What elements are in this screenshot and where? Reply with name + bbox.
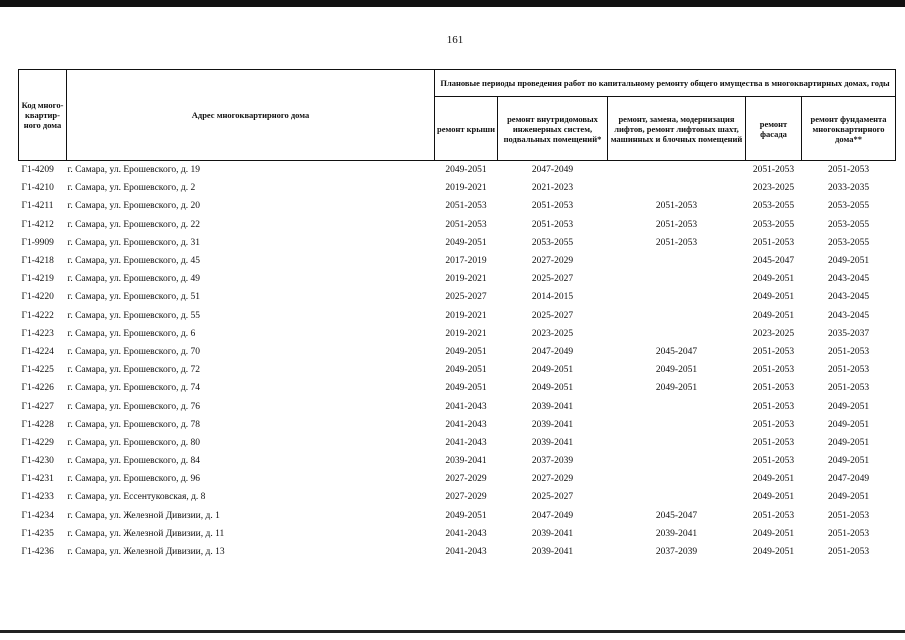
cell-facade: 2049-2051 [752, 310, 795, 321]
cell-lifts: 2037-2039 [655, 547, 698, 558]
table-row [19, 488, 896, 506]
cell-code: Г1-4231 [21, 474, 54, 485]
cell-code: Г1-4218 [21, 256, 54, 267]
cell-address: г. Самара, ул. Ерошевского, д. 45 [67, 256, 200, 267]
cell-roof: 2049-2051 [445, 510, 487, 521]
cell-foundation: 2051-2053 [827, 383, 870, 394]
cell-foundation: 2053-2055 [827, 219, 870, 230]
cell-foundation: 2049-2051 [827, 492, 870, 503]
header-code: Код много-квартир-ного дома [19, 70, 67, 161]
cell-roof: 2049-2051 [445, 365, 487, 376]
cell-lifts [608, 288, 746, 306]
cell-facade: 2051-2053 [752, 510, 795, 521]
table-row [19, 452, 896, 470]
cell-foundation: 2047-2049 [827, 474, 870, 485]
table-row [19, 361, 896, 379]
cell-roof: 2039-2041 [445, 456, 487, 467]
table-row [19, 325, 896, 343]
cell-systems: 2025-2027 [531, 492, 574, 503]
cell-lifts [608, 452, 746, 470]
cell-foundation: 2033-2035 [827, 183, 870, 194]
cell-foundation: 2053-2055 [827, 237, 870, 248]
table-row [19, 197, 896, 215]
table-row [19, 507, 896, 525]
cell-foundation: 2049-2051 [827, 419, 870, 430]
cell-address: г. Самара, ул. Ерошевского, д. 20 [67, 201, 200, 212]
cell-roof: 2019-2021 [445, 328, 487, 339]
cell-code: Г1-4211 [21, 201, 54, 212]
cell-roof: 2049-2051 [445, 237, 487, 248]
cell-facade: 2051-2053 [752, 437, 795, 448]
header-roof: ремонт крыши [435, 97, 498, 161]
table-header [19, 70, 896, 161]
cell-code: Г1-4227 [21, 401, 54, 412]
cell-foundation: 2051-2053 [827, 528, 870, 539]
header-lifts: ремонт, замена, модернизация лифтов, ремонт лифтовых шахт, машинных и блочных помещений [608, 97, 746, 161]
cell-lifts [608, 416, 746, 434]
cell-lifts [608, 270, 746, 288]
cell-code: Г1-4209 [21, 165, 54, 176]
cell-systems: 2021-2023 [531, 183, 574, 194]
table-row [19, 307, 896, 325]
cell-facade: 2051-2053 [752, 365, 795, 376]
table-row [19, 216, 896, 234]
cell-systems: 2014-2015 [531, 292, 574, 303]
cell-code: Г1-4226 [21, 383, 54, 394]
cell-address: г. Самара, ул. Ерошевского, д. 72 [67, 365, 200, 376]
bottom-border-bar [0, 630, 905, 633]
table-row [19, 252, 896, 270]
cell-foundation: 2051-2053 [827, 165, 870, 176]
cell-lifts: 2051-2053 [655, 201, 698, 212]
cell-address: г. Самара, ул. Ерошевского, д. 70 [67, 346, 200, 357]
cell-facade: 2049-2051 [752, 474, 795, 485]
cell-roof: 2025-2027 [445, 292, 487, 303]
cell-roof: 2027-2029 [445, 474, 487, 485]
cell-lifts [608, 161, 746, 180]
cell-address: г. Самара, ул. Железной Дивизии, д. 13 [67, 547, 225, 558]
top-border-bar [0, 0, 905, 7]
cell-systems: 2047-2049 [531, 510, 574, 521]
cell-roof: 2049-2051 [445, 165, 487, 176]
cell-foundation: 2043-2045 [827, 292, 870, 303]
cell-systems: 2037-2039 [531, 456, 574, 467]
cell-code: Г1-4228 [21, 419, 54, 430]
cell-facade: 2023-2025 [752, 183, 795, 194]
cell-lifts: 2049-2051 [655, 365, 698, 376]
cell-systems: 2039-2041 [531, 419, 574, 430]
cell-address: г. Самара, ул. Ерошевского, д. 78 [67, 419, 200, 430]
cell-facade: 2049-2051 [752, 274, 795, 285]
cell-code: Г1-4236 [21, 547, 54, 558]
table-row [19, 416, 896, 434]
cell-address: г. Самара, ул. Ерошевского, д. 84 [67, 456, 200, 467]
cell-code: Г1-4234 [21, 510, 54, 521]
cell-systems: 2047-2049 [531, 165, 574, 176]
cell-roof: 2041-2043 [445, 437, 487, 448]
table-body [19, 161, 896, 562]
cell-roof: 2019-2021 [445, 183, 487, 194]
cell-systems: 2039-2041 [531, 547, 574, 558]
cell-code: Г1-4210 [21, 183, 54, 194]
cell-lifts [608, 488, 746, 506]
cell-systems: 2039-2041 [531, 401, 574, 412]
table-row [19, 525, 896, 543]
cell-address: г. Самара, ул. Ессентуковская, д. 8 [67, 492, 206, 503]
cell-roof: 2049-2051 [445, 346, 487, 357]
cell-code: Г1-4223 [21, 328, 54, 339]
cell-address: г. Самара, ул. Ерошевского, д. 74 [67, 383, 200, 394]
cell-lifts: 2051-2053 [655, 219, 698, 230]
table-row [19, 397, 896, 415]
cell-systems: 2039-2041 [531, 437, 574, 448]
cell-lifts [608, 307, 746, 325]
cell-lifts [608, 397, 746, 415]
cell-facade: 2051-2053 [752, 419, 795, 430]
cell-code: Г1-4225 [21, 365, 54, 376]
cell-lifts [608, 179, 746, 197]
cell-roof: 2051-2053 [445, 201, 487, 212]
cell-address: г. Самара, ул. Ерошевского, д. 51 [67, 292, 200, 303]
cell-address: г. Самара, ул. Ерошевского, д. 31 [67, 237, 200, 248]
cell-lifts: 2045-2047 [655, 346, 698, 357]
cell-facade: 2023-2025 [752, 328, 795, 339]
cell-code: Г1-4219 [21, 274, 54, 285]
cell-roof: 2019-2021 [445, 274, 487, 285]
cell-code: Г1-4229 [21, 437, 54, 448]
cell-foundation: 2051-2053 [827, 365, 870, 376]
table-row [19, 161, 896, 180]
cell-foundation: 2049-2051 [827, 456, 870, 467]
table-row [19, 470, 896, 488]
table-row [19, 434, 896, 452]
table-row [19, 179, 896, 197]
cell-foundation: 2053-2055 [827, 201, 870, 212]
cell-foundation: 2049-2051 [827, 256, 870, 267]
cell-systems: 2023-2025 [531, 328, 574, 339]
cell-facade: 2053-2055 [752, 201, 795, 212]
cell-address: г. Самара, ул. Ерошевского, д. 22 [67, 219, 200, 230]
cell-lifts [608, 252, 746, 270]
cell-address: г. Самара, ул. Ерошевского, д. 2 [67, 183, 196, 194]
cell-systems: 2025-2027 [531, 310, 574, 321]
cell-address: г. Самара, ул. Ерошевского, д. 96 [67, 474, 200, 485]
cell-facade: 2051-2053 [752, 383, 795, 394]
table-row [19, 543, 896, 561]
header-systems: ремонт внутридомовых инженерных систем, подвальных помещений* [498, 97, 608, 161]
cell-facade: 2049-2051 [752, 528, 795, 539]
header-address: Адрес многоквартирного дома [67, 70, 435, 161]
table-row [19, 343, 896, 361]
cell-lifts [608, 434, 746, 452]
cell-systems: 2051-2053 [531, 201, 574, 212]
cell-foundation: 2035-2037 [827, 328, 870, 339]
cell-facade: 2049-2051 [752, 547, 795, 558]
table-row [19, 288, 896, 306]
cell-systems: 2049-2051 [531, 365, 574, 376]
cell-facade: 2051-2053 [752, 456, 795, 467]
page-number: 161 [446, 34, 464, 46]
cell-facade: 2049-2051 [752, 492, 795, 503]
header-periods: Плановые периоды проведения работ по капитальному ремонту общего имущества в многоквартирных домах, годы [435, 70, 896, 97]
table-row [19, 234, 896, 252]
cell-foundation: 2049-2051 [827, 437, 870, 448]
cell-foundation: 2051-2053 [827, 547, 870, 558]
cell-roof: 2049-2051 [445, 383, 487, 394]
cell-roof: 2017-2019 [445, 256, 487, 267]
cell-address: г. Самара, ул. Железной Дивизии, д. 1 [67, 510, 220, 521]
header-foundation: ремонт фундамента многоквартирного дома** [802, 97, 896, 161]
cell-code: Г1-4222 [21, 310, 54, 321]
cell-roof: 2041-2043 [445, 547, 487, 558]
cell-systems: 2047-2049 [531, 346, 574, 357]
cell-address: г. Самара, ул. Ерошевского, д. 55 [67, 310, 200, 321]
cell-foundation: 2051-2053 [827, 346, 870, 357]
cell-address: г. Самара, ул. Железной Дивизии, д. 11 [67, 528, 225, 539]
cell-lifts [608, 470, 746, 488]
cell-systems: 2049-2051 [531, 383, 574, 394]
table-row [19, 379, 896, 397]
cell-lifts: 2049-2051 [655, 383, 698, 394]
cell-roof: 2041-2043 [445, 401, 487, 412]
cell-code: Г1-4220 [21, 292, 54, 303]
cell-code: Г1-4233 [21, 492, 54, 503]
cell-roof: 2027-2029 [445, 492, 487, 503]
cell-facade: 2051-2053 [752, 401, 795, 412]
header-facade: ремонт фасада [746, 97, 802, 161]
cell-facade: 2051-2053 [752, 165, 795, 176]
cell-systems: 2027-2029 [531, 474, 574, 485]
cell-facade: 2053-2055 [752, 219, 795, 230]
cell-roof: 2051-2053 [445, 219, 487, 230]
cell-lifts [608, 325, 746, 343]
cell-lifts: 2051-2053 [655, 237, 698, 248]
cell-foundation: 2043-2045 [827, 310, 870, 321]
cell-lifts: 2039-2041 [655, 528, 698, 539]
cell-address: г. Самара, ул. Ерошевского, д. 6 [67, 328, 196, 339]
cell-facade: 2045-2047 [752, 256, 795, 267]
cell-roof: 2041-2043 [445, 528, 487, 539]
cell-code: Г1-4224 [21, 346, 54, 357]
cell-systems: 2025-2027 [531, 274, 574, 285]
cell-address: г. Самара, ул. Ерошевского, д. 80 [67, 437, 200, 448]
cell-roof: 2041-2043 [445, 419, 487, 430]
cell-lifts: 2045-2047 [655, 510, 698, 521]
cell-address: г. Самара, ул. Ерошевского, д. 49 [67, 274, 200, 285]
cell-foundation: 2043-2045 [827, 274, 870, 285]
cell-code: Г1-4212 [21, 219, 54, 230]
cell-facade: 2049-2051 [752, 292, 795, 303]
cell-facade: 2051-2053 [752, 346, 795, 357]
cell-address: г. Самара, ул. Ерошевского, д. 19 [67, 165, 200, 176]
cell-address: г. Самара, ул. Ерошевского, д. 76 [67, 401, 200, 412]
cell-code: Г1-4230 [21, 456, 54, 467]
capital-repair-schedule-table [18, 69, 896, 561]
cell-code: Г1-9909 [21, 237, 54, 248]
table-row [19, 270, 896, 288]
cell-foundation: 2049-2051 [827, 401, 870, 412]
cell-systems: 2051-2053 [531, 219, 574, 230]
cell-code: Г1-4235 [21, 528, 54, 539]
cell-foundation: 2051-2053 [827, 510, 870, 521]
cell-systems: 2053-2055 [531, 237, 574, 248]
cell-roof: 2019-2021 [445, 310, 487, 321]
cell-systems: 2027-2029 [531, 256, 574, 267]
cell-systems: 2039-2041 [531, 528, 574, 539]
cell-facade: 2051-2053 [752, 237, 795, 248]
